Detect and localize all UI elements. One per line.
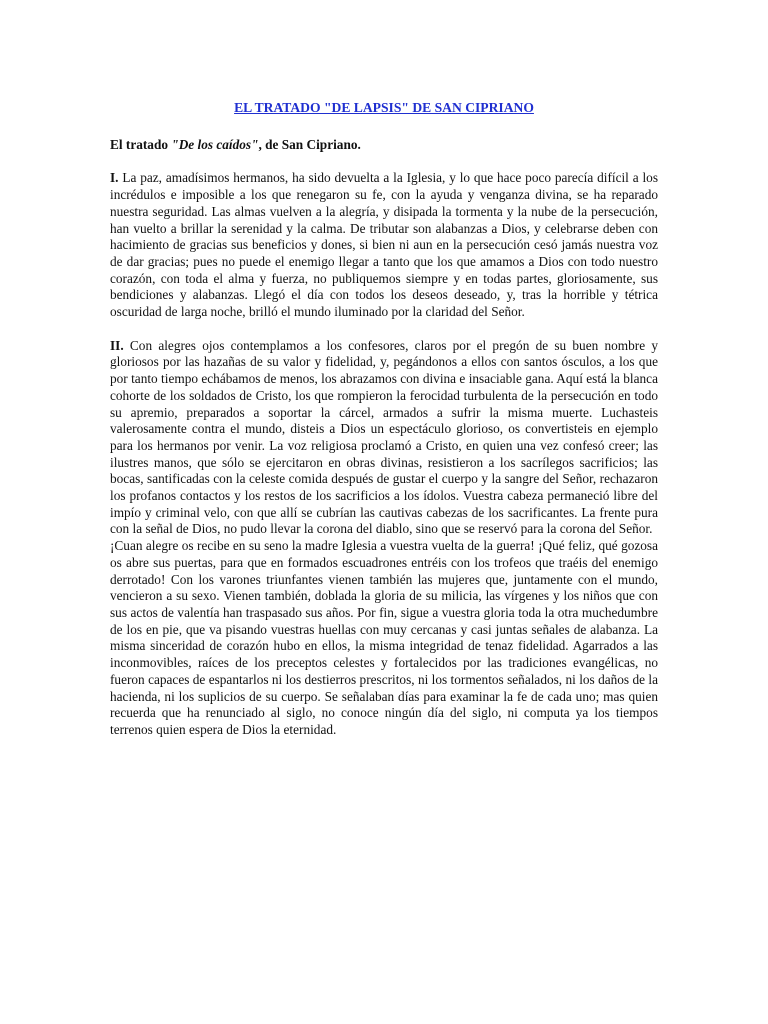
paragraph-section-1 xyxy=(110,170,658,320)
section-number: I. xyxy=(110,170,119,186)
paragraph-section-2-continued xyxy=(110,538,658,738)
section-number: II. xyxy=(110,337,124,353)
paragraph-text: ¡Cuan alegre os recibe en su seno la madre Iglesia a vuestra vuelta de la guerra! ¡Qué feliz, qué gozosa os abre sus puertas, para que en formados escuadrones entréis con los trofeos que traéis del enemigo derrotado! Con los varones triunfantes vienen también las mujeres que, juntamente con el mundo, vencieron a su sexo. Vienen también, doblada la gloria de su milicia, las vírgenes y los niños que con sus actos de valentía han traspasado sus años. Por fin, sigue a vuestra gloria toda la otra muchedumbre de los en pie, que va pisando vuestras huellas con muy cercanas y casi juntas señales de alabanza. La misma sinceridad de corazón hubo en ellos, la misma integridad de tenaz fidelidad. Agarrados a las inconmovibles, raíces de los preceptos celestes y fortalecidos por las tradiciones evangélicas, no fueron capaces de espantarlos ni los destierros prescritos, ni los tormentos señalados, ni los daños de la hacienda, ni los suplicios de su cuerpo. Se señalaban días para examinar la fe de cada uno; mas quien recuerda que ha renunciado al siglo, no conoce ningún día del siglo, ni computa ya los tiempos terrenos quien espera de Dios la eternidad. xyxy=(110,538,658,737)
subtitle-suffix: , de San Cipriano. xyxy=(258,136,361,152)
subtitle-italic: "De los caídos" xyxy=(171,136,259,152)
paragraph-text: Con alegres ojos contemplamos a los confesores, claros por el pregón de su buen nombre y gloriosos por las hazañas de su valor y fidelidad, y, pegándonos a ellos con santos ósculos, a los que por tanto tiempo echábamos de menos, los abrazamos con divina e insaciable gana. Aquí está la blanca cohorte de los soldados de Cristo, los que rompieron la ferocidad turbulenta de la persecución en todo su apremio, preparados a soportar la cárcel, armados a sufrir la misma muerte. Luchasteis valerosamente contra el mundo, disteis a Dios un espectáculo glorioso, os convertisteis en ejemplo para los hermanos por venir. La voz religiosa proclamó a Cristo, en quien una vez confesó creer; las ilustres manos, que sólo se ejercitaron en obras divinas, resistieron a los sacrílegos sacrificios; las bocas, santificadas con la celeste comida después de gustar el cuerpo y la sangre del Señor, rechazaron los profanos contactos y los restos de los sacrificios a los ídolos. Vuestra cabeza permaneció libre del impío y criminal velo, con que allí se cubrían las cautivas cabezas de los sacrificantes. La frente pura con la señal de Dios, no pudo llevar la corona del diablo, sino que se reservó para la corona del Señor. xyxy=(110,337,658,537)
document-page xyxy=(110,100,658,756)
document-subtitle xyxy=(110,137,658,154)
paragraph-section-2 xyxy=(110,338,658,538)
document-title[interactable]: EL TRATADO "DE LAPSIS" DE SAN CIPRIANO xyxy=(234,100,534,115)
paragraph-text: La paz, amadísimos hermanos, ha sido devuelta a la Iglesia, y lo que hace poco parecía difícil a los incrédulos e imposible a los que renegaron su fe, con la ayuda y venganza divina, se ha reparado nuestra seguridad. Las almas vuelven a la alegría, y disipada la tormenta y la nube de la persecución, han vuelto a brillar la serenidad y la calma. De tributar son alabanzas a Dios, y celebrarse deben con hacimiento de gracias sus beneficios y dones, si bien ni aun en la persecución cesó jamás nuestra voz de dar gracias; pues no puede el enemigo llegar a tanto que los que amamos a Dios con todo nuestro corazón, con toda el alma y fuerza, no publiquemos siempre y en todas partes, gloriosamente, sus bendiciones y alabanzas. Llegó el día con todos los deseos deseado, y, tras la horrible y tétrica oscuridad de larga noche, brilló el mundo iluminado por la claridad del Señor. xyxy=(110,170,658,320)
subtitle-prefix: El tratado xyxy=(110,136,172,152)
